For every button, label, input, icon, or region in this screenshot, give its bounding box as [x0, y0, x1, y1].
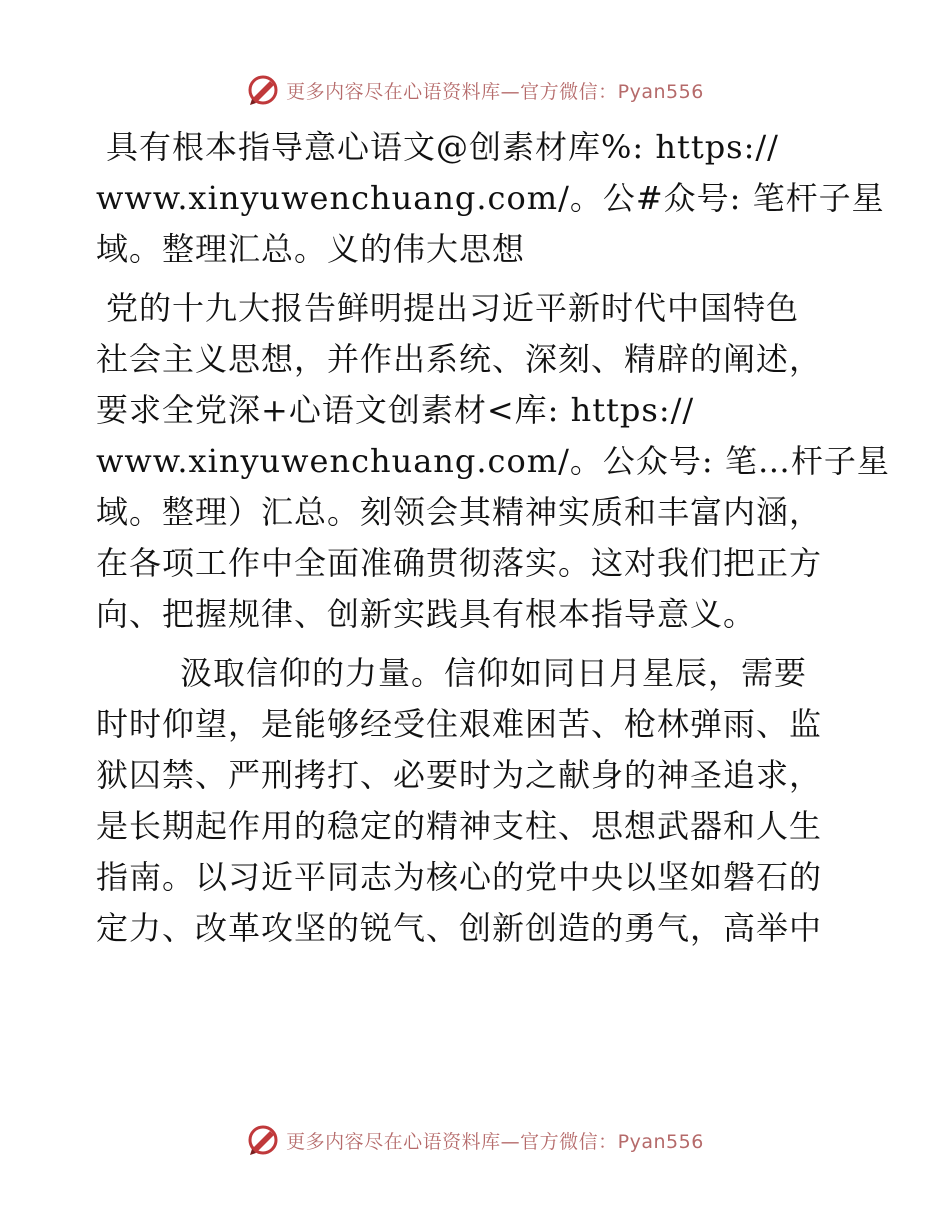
header-banner-text: 更多内容尽在心语资料库—官方微信：Pyan556	[286, 80, 704, 103]
pen-logo-icon	[246, 73, 280, 107]
text-line: 域。整理）汇总。刻领会其精神实质和丰富内涵，	[96, 493, 823, 531]
text-line: 社会主义思想，并作出系统、深刻、精辟的阐述，	[96, 340, 823, 378]
text-line: 指南。以习近平同志为核心的党中央以坚如磐石的	[96, 858, 823, 896]
text-line: 狱囚禁、严刑拷打、必要时为之献身的神圣追求，	[96, 756, 823, 794]
text-line: 定力、改革攻坚的锐气、创新创造的勇气，高举中	[96, 909, 823, 947]
pen-logo-icon	[246, 1123, 280, 1157]
text-line: www.xinyuwenchuang.com/。公众号: 笔…杆子星	[96, 442, 890, 480]
text-line: www.xinyuwenchuang.com/。公#众号: 笔杆子星	[96, 179, 885, 217]
text-line: 具有根本指导意心语文@创素材库%: https://	[106, 128, 779, 166]
header-banner	[0, 70, 950, 110]
text-line: 要求全党深+心语文创素材<库: https://	[96, 391, 695, 429]
text-line: 是长期起作用的稳定的精神支柱、思想武器和人生	[96, 807, 823, 845]
footer-banner-text: 更多内容尽在心语资料库—官方微信：Pyan556	[286, 1130, 704, 1153]
text-line: 时时仰望，是能够经受住艰难困苦、枪林弹雨、监	[96, 705, 823, 743]
paragraph-3	[96, 648, 854, 954]
text-line: 在各项工作中全面准确贯彻落实。这对我们把正方	[96, 544, 823, 582]
text-line: 汲取信仰的力量。信仰如同日月星辰，需要	[180, 654, 808, 692]
document-body	[96, 122, 890, 962]
footer-banner	[0, 1120, 950, 1160]
text-line: 域。整理汇总。义的伟大思想	[96, 230, 526, 268]
paragraph-2	[96, 283, 890, 640]
paragraph-1	[96, 122, 885, 275]
text-line: 党的十九大报告鲜明提出习近平新时代中国特色	[106, 289, 800, 327]
text-line: 向、把握规律、创新实践具有根本指导意义。	[96, 595, 757, 633]
